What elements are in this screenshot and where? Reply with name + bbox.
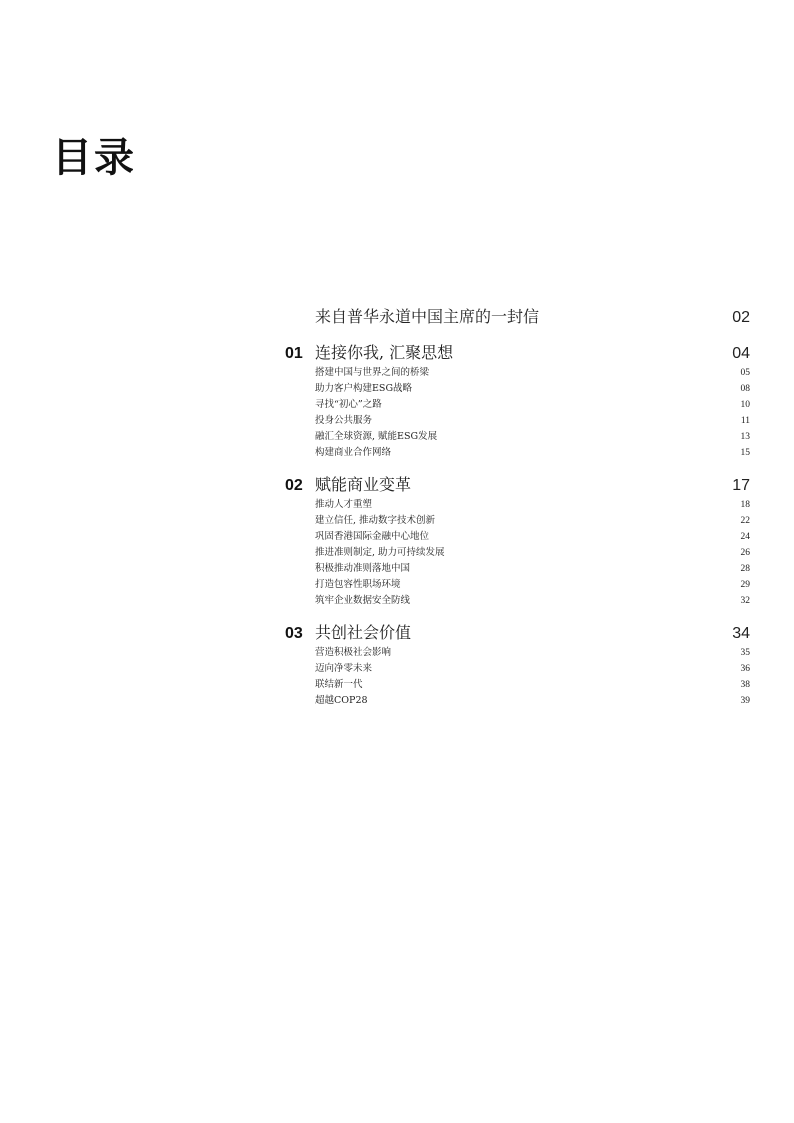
section-number: 03 — [285, 625, 303, 642]
toc-item-row[interactable] — [280, 560, 750, 576]
toc-item-row[interactable] — [280, 676, 750, 692]
toc-item-row[interactable] — [280, 544, 750, 560]
toc-item-title: 搭建中国与世界之间的桥梁 — [315, 367, 430, 378]
toc-item-title: 推进准则制定, 助力可持续发展 — [315, 547, 445, 558]
toc-item-title: 建立信任, 推动数字技术创新 — [315, 515, 436, 526]
toc-item-title: 积极推动准则落地中国 — [315, 563, 411, 574]
toc-intro-row[interactable] — [280, 304, 750, 328]
section-page: 04 — [732, 345, 750, 362]
toc-item-page: 35 — [740, 648, 750, 658]
toc-item-title: 超越COP28 — [315, 695, 368, 706]
table-of-contents — [280, 304, 750, 708]
toc-section-02 — [280, 472, 750, 608]
section-number: 01 — [285, 345, 303, 362]
toc-item-page: 28 — [740, 564, 750, 574]
toc-item-title: 迈向净零未来 — [315, 663, 373, 674]
toc-item-page: 38 — [740, 680, 750, 690]
toc-item-row[interactable] — [280, 644, 750, 660]
toc-item-page: 11 — [740, 416, 750, 426]
toc-section-row[interactable] — [280, 620, 750, 644]
toc-item-page: 18 — [740, 500, 750, 510]
toc-item-title: 构建商业合作网络 — [315, 447, 392, 458]
toc-item-row[interactable] — [280, 412, 750, 428]
section-page: 17 — [732, 477, 750, 494]
section-title: 共创社会价值 — [315, 623, 412, 642]
toc-item-row[interactable] — [280, 576, 750, 592]
toc-item-page: 10 — [740, 400, 750, 410]
toc-intro-title: 来自普华永道中国主席的一封信 — [315, 307, 540, 326]
toc-item-row[interactable] — [280, 512, 750, 528]
toc-intro-page: 02 — [732, 309, 750, 326]
toc-item-page: 24 — [740, 532, 750, 542]
toc-item-title: 助力客户构建ESG战略 — [315, 383, 413, 394]
toc-item-title: 打造包容性职场环境 — [315, 579, 401, 590]
toc-item-row[interactable] — [280, 364, 750, 380]
toc-item-page: 39 — [740, 696, 750, 706]
section-title: 赋能商业变革 — [315, 475, 412, 494]
toc-item-title: 寻找“初心”之路 — [315, 399, 382, 410]
toc-item-title: 投身公共服务 — [315, 415, 373, 426]
toc-item-title: 营造积极社会影响 — [315, 647, 392, 658]
toc-item-title: 筑牢企业数据安全防线 — [315, 595, 411, 606]
toc-item-page: 05 — [740, 368, 750, 378]
toc-item-page: 15 — [740, 448, 750, 458]
toc-item-row[interactable] — [280, 660, 750, 676]
toc-item-row[interactable] — [280, 592, 750, 608]
toc-item-page: 36 — [740, 664, 750, 674]
toc-item-title: 融汇全球资源, 赋能ESG发展 — [315, 431, 438, 442]
toc-item-page: 26 — [740, 548, 750, 558]
toc-item-row[interactable] — [280, 428, 750, 444]
section-title: 连接你我, 汇聚思想 — [315, 343, 454, 362]
section-page: 34 — [732, 625, 750, 642]
toc-section-row[interactable] — [280, 340, 750, 364]
page-title: 目录 — [52, 135, 136, 181]
toc-item-page: 13 — [740, 432, 750, 442]
toc-item-title: 推动人才重塑 — [315, 499, 373, 510]
toc-item-row[interactable] — [280, 692, 750, 708]
toc-section-03 — [280, 620, 750, 708]
toc-item-page: 22 — [740, 516, 750, 526]
section-number: 02 — [285, 477, 303, 494]
toc-sections — [280, 340, 750, 708]
toc-item-page: 32 — [740, 596, 750, 606]
toc-section-row[interactable] — [280, 472, 750, 496]
toc-item-row[interactable] — [280, 496, 750, 512]
toc-item-page: 29 — [740, 580, 750, 590]
toc-section-01 — [280, 340, 750, 460]
toc-item-title: 联结新一代 — [315, 679, 363, 690]
toc-item-page: 08 — [740, 384, 750, 394]
toc-item-title: 巩固香港国际金融中心地位 — [315, 531, 430, 542]
toc-item-row[interactable] — [280, 444, 750, 460]
toc-item-row[interactable] — [280, 396, 750, 412]
toc-item-row[interactable] — [280, 528, 750, 544]
toc-item-row[interactable] — [280, 380, 750, 396]
